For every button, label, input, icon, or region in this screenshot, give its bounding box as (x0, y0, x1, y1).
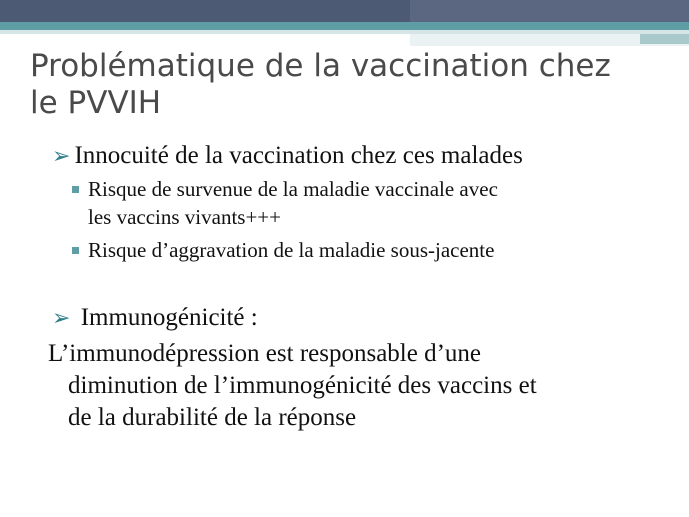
bullet-immunogenicite-text: Immunogénicité : (74, 304, 258, 331)
subbullet-aggravation-text: Risque d’aggravation de la maladie sous-jacente (88, 238, 495, 262)
paragraph-line2: diminution de l’immunogénicité des vaccins et (68, 372, 537, 399)
paragraph-immunodepression (48, 338, 668, 434)
header-accent-teal (640, 34, 689, 44)
subbullet-survenue-line2: les vaccins vivants+++ (88, 205, 281, 229)
paragraph-line1: L’immunodépression est responsable d’une (48, 340, 482, 367)
square-bullet-icon (72, 247, 79, 254)
bullet-innocuite-text: Innocuité de la vaccination chez ces malades (74, 142, 523, 169)
subbullet-survenue-cont (72, 203, 662, 231)
bullet-innocuite (52, 141, 523, 172)
arrow-bullet-icon: ➢ (52, 144, 71, 169)
subbullet-aggravation (72, 236, 662, 264)
bullet-immunogenicite (52, 303, 258, 334)
subbullet-survenue-line1: Risque de survenue de la maladie vaccinale avec (88, 177, 498, 201)
header-band-dark-right (410, 0, 689, 22)
slide-title (30, 48, 670, 122)
slide-title-line2: le PVVIH (30, 85, 162, 121)
header-band-teal (0, 22, 689, 30)
paragraph-line3: de la durabilité de la réponse (68, 404, 357, 431)
subbullet-survenue (72, 175, 662, 203)
square-bullet-icon (72, 186, 79, 193)
slide-title-line1: Problématique de la vaccination chez (30, 48, 611, 84)
arrow-bullet-icon: ➢ (52, 306, 71, 331)
